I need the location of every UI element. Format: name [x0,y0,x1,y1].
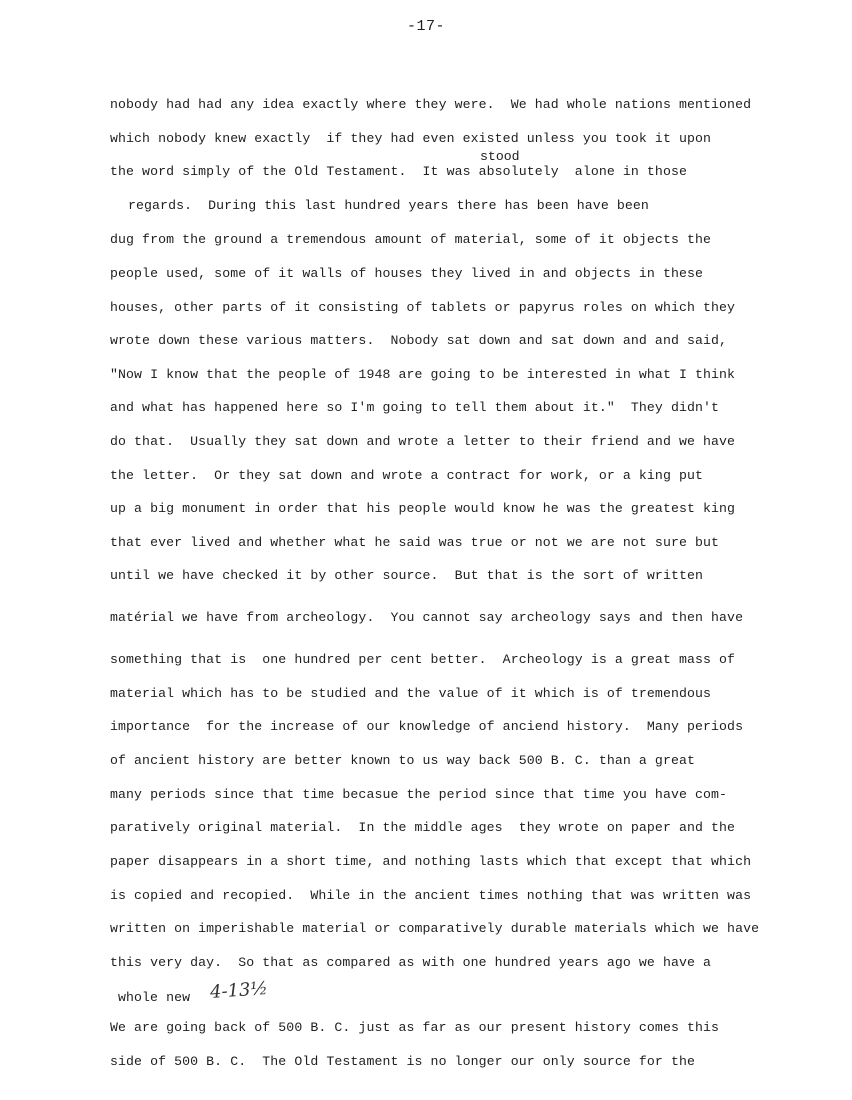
text-line: which nobody knew exactly if they had even existed unless you took it upon [110,131,712,146]
text-line: something that is one hundred per cent better. Archeology is a great mass of [110,652,736,667]
text-line: and what has happened here so I'm going to tell them about it." They didn't [110,400,720,415]
text-line: the letter. Or they sat down and wrote a contract for work, or a king put [110,468,704,483]
text-line: many periods since that time becasue the period since that time you have com- [110,787,728,802]
text-line: wrote down these various matters. Nobody sat down and sat down and and said, [110,333,728,348]
handwritten-note: 4-13½ [209,978,269,1003]
text-line: of ancient history are better known to us way back 500 B. C. than a great [110,753,696,768]
text-line: do that. Usually they sat down and wrote a letter to their friend and we have [110,434,736,449]
text-line: until we have checked it by other source. But that is the sort of written [110,568,704,583]
text-line: paper disappears in a short time, and nothing lasts which that except that which [110,854,752,869]
text-line: up a big monument in order that his people would know he was the greatest king [110,501,736,516]
text-line: matérial we have from archeology. You cannot say archeology says and then have [110,610,744,625]
text-line: regards. During this last hundred years there has been have been [128,198,649,213]
text-line: We are going back of 500 B. C. just as far as our present history comes this [110,1020,720,1035]
text-line: material which has to be studied and the value of it which is of tremendous [110,686,712,701]
text-line: dug from the ground a tremendous amount of material, some of it objects the [110,232,712,247]
text-line: that ever lived and whether what he said was true or not we are not sure but [110,535,720,550]
text-line: importance for the increase of our knowledge of anciend history. Many periods [110,719,744,734]
text-line: houses, other parts of it consisting of tablets or papyrus roles on which they [110,300,736,315]
interlinear-insert: stood [480,149,520,164]
text-line: people used, some of it walls of houses they lived in and objects in these [110,266,704,281]
text-line: side of 500 B. C. The Old Testament is no longer our only source for the [110,1054,696,1069]
text-line: is copied and recopied. While in the ancient times nothing that was written was [110,888,752,903]
text-line: whole new [118,990,191,1005]
text-line: "Now I know that the people of 1948 are going to be interested in what I think [110,367,736,382]
text-line: the word simply of the Old Testament. It was absolutely alone in those [110,164,687,179]
text-line: this very day. So that as compared as with one hundred years ago we have a [110,955,712,970]
text-line: written on imperishable material or comparatively durable materials which we have [110,921,760,936]
page-number: -17- [406,18,445,35]
text-line: paratively original material. In the middle ages they wrote on paper and the [110,820,736,835]
text-line: nobody had had any idea exactly where they were. We had whole nations mentioned [110,97,752,112]
